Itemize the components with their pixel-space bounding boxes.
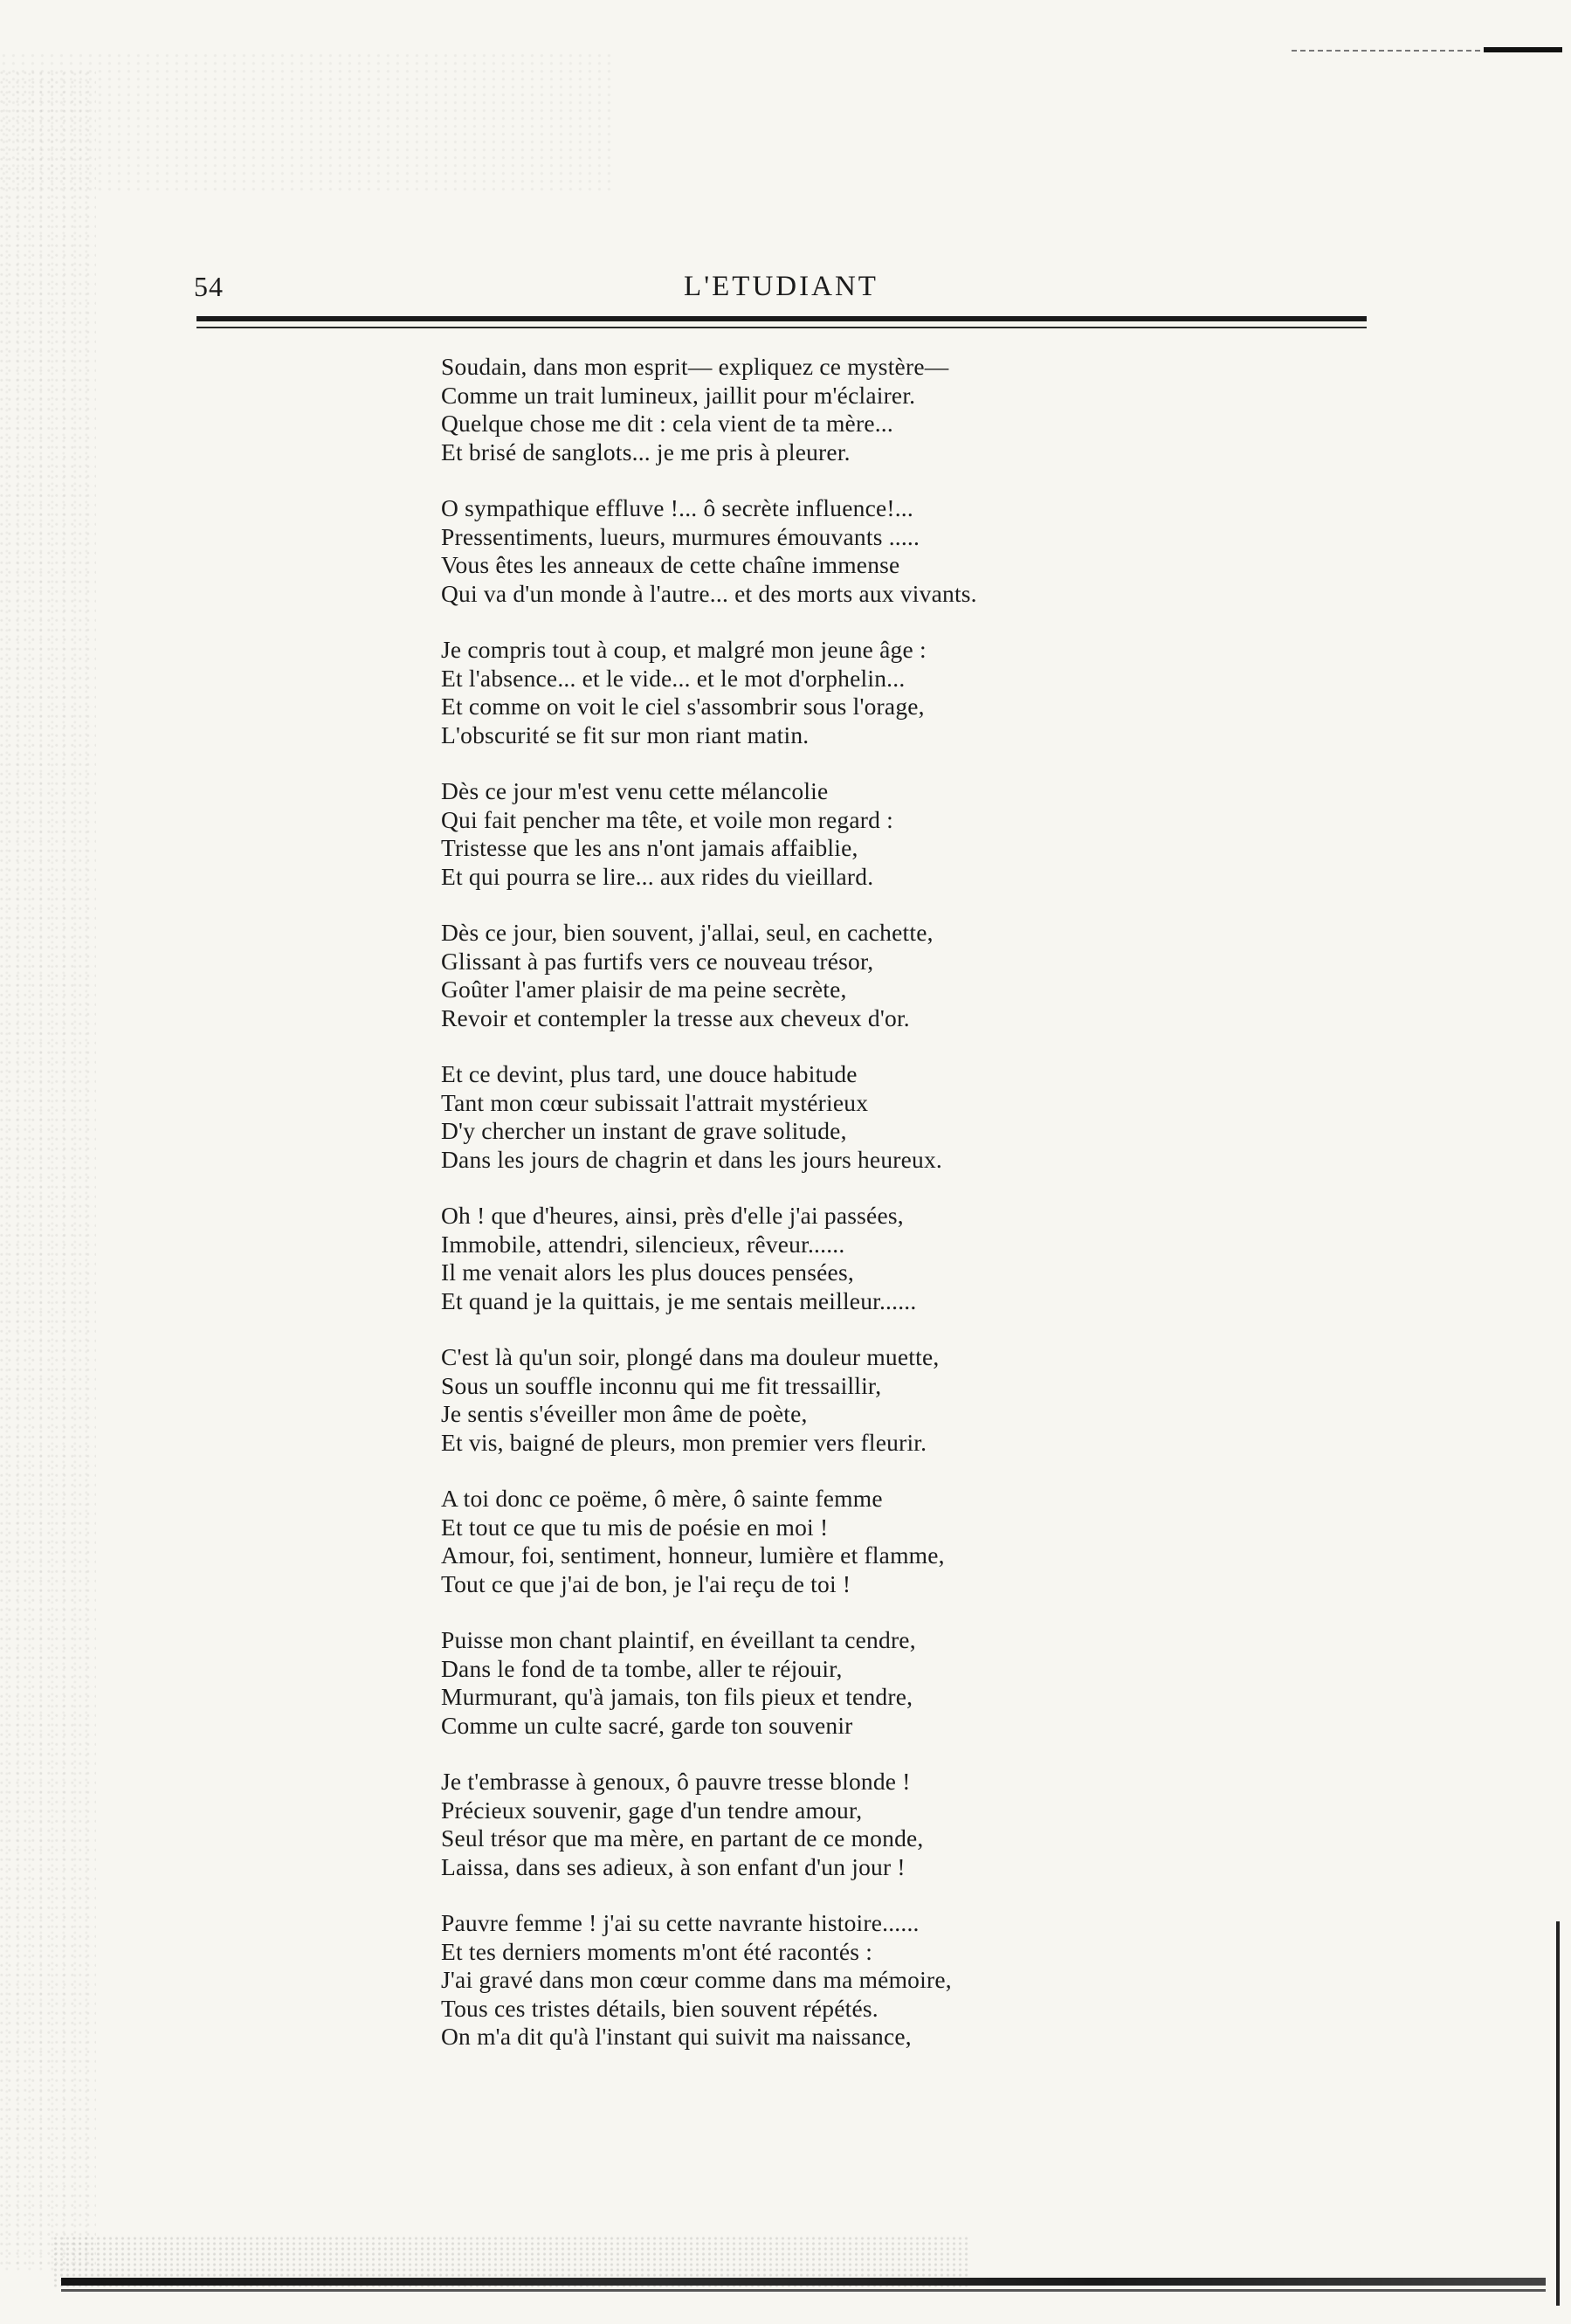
verse-line: Dans le fond de ta tombe, aller te réjouir, [441,1654,843,1682]
page-header [194,271,1368,314]
verse-line: Et tes derniers moments m'ont été racontés : [441,1937,873,1965]
verse-line: Comme un culte sacré, garde ton souvenir [441,1711,853,1739]
verse-line: Et tout ce que tu mis de poésie en moi ! [441,1513,829,1541]
running-title: L'ETUDIANT [684,271,879,302]
scan-speckle-left [0,70,96,2271]
verse-line: Je t'embrasse à genoux, ô pauvre tresse blonde ! [441,1768,911,1795]
verse-line: Tout ce que j'ai de bon, je l'ai reçu de toi ! [441,1569,851,1597]
stanza [441,1343,1227,1457]
verse-line: Dès ce jour m'est venu cette mélancolie [441,777,829,804]
verse-line: Oh ! que d'heures, ainsi, près d'elle j'ai passées, [441,1202,904,1229]
verse-line: L'obscurité se fit sur mon riant matin. [441,721,810,748]
verse-line: Pressentiments, lueurs, murmures émouvants ..... [441,522,920,550]
verse-line: Tristesse que les ans n'ont jamais affaiblie, [441,834,858,861]
header-rule-thin [196,327,1367,328]
poem-body [441,353,1227,2079]
verse-line: Et comme on voit le ciel s'assombrir sous l'orage, [441,693,925,720]
scan-mark-dashes [1292,50,1484,52]
verse-line: O sympathique effluve !... ô secrète influence!... [441,494,913,521]
verse-line: On m'a dit qu'à l'instant qui suivit ma naissance, [441,2023,912,2050]
stanza [441,1202,1227,1315]
verse-line: Et brisé de sanglots... je me pris à pleurer. [441,438,851,465]
verse-line: Seul trésor que ma mère, en partant de ce monde, [441,1824,924,1852]
verse-line: Qui va d'un monde à l'autre... et des morts aux vivants. [441,579,977,607]
header-rule-thick [196,316,1367,321]
verse-line: Goûter l'amer plaisir de ma peine secrète, [441,976,847,1003]
verse-line: A toi donc ce poëme, ô mère, ô sainte femme [441,1485,883,1512]
verse-line: Dans les jours de chagrin et dans les jours heureux. [441,1145,943,1173]
verse-line: Vous êtes les anneaux de cette chaîne immense [441,551,900,578]
verse-line: Et vis, baigné de pleurs, mon premier vers fleurir. [441,1428,927,1456]
verse-line: C'est là qu'un soir, plongé dans ma douleur muette, [441,1343,940,1370]
verse-line: Soudain, dans mon esprit— expliquez ce mystère— [441,353,949,380]
verse-line: Sous un souffle inconnu qui me fit tressaillir, [441,1371,882,1399]
bottom-rule-thin [61,2289,1546,2292]
stanza [441,1626,1227,1740]
verse-line: Comme un trait lumineux, jaillit pour m'éclairer. [441,381,916,409]
verse-line: Pauvre femme ! j'ai su cette navrante histoire...... [441,1909,920,1936]
verse-line: Et qui pourra se lire... aux rides du vieillard. [441,862,874,890]
verse-line: Dès ce jour, bien souvent, j'allai, seul, en cachette, [441,919,934,946]
verse-line: Qui fait pencher ma tête, et voile mon regard : [441,805,893,833]
verse-line: Amour, foi, sentiment, honneur, lumière et flamme, [441,1541,945,1569]
verse-line: Précieux souvenir, gage d'un tendre amour, [441,1796,863,1824]
stanza [441,1060,1227,1174]
bottom-rule [61,2278,1546,2286]
verse-line: Laissa, dans ses adieux, à son enfant d'un jour ! [441,1852,906,1880]
verse-line: Murmurant, qu'à jamais, ton fils pieux et tendre, [441,1683,913,1710]
verse-line: Et l'absence... et le vide... et le mot d'orphelin... [441,664,906,692]
stanza [441,353,1227,466]
stanza [441,636,1227,749]
verse-line: Immobile, attendri, silencieux, rêveur...... [441,1230,845,1258]
verse-line: Et ce devint, plus tard, une douce habitude [441,1060,858,1087]
scan-edge-right [1556,1921,1560,2306]
stanza [441,1909,1227,2052]
verse-line: Revoir et contempler la tresse aux cheveux d'or. [441,1003,910,1031]
verse-line: Et quand je la quittais, je me sentais meilleur...... [441,1286,917,1314]
stanza [441,1768,1227,1881]
verse-line: D'y chercher un instant de grave solitude, [441,1117,847,1144]
scan-mark-top-right [1484,47,1562,52]
verse-line: Glissant à pas furtifs vers ce nouveau trésor, [441,947,874,975]
verse-line: Je sentis s'éveiller mon âme de poète, [441,1400,808,1427]
verse-line: Tous ces tristes détails, bien souvent répétés. [441,1994,879,2022]
verse-line: Tant mon cœur subissait l'attrait mystérieux [441,1088,869,1116]
stanza [441,494,1227,608]
verse-line: Puisse mon chant plaintif, en éveillant ta cendre, [441,1626,916,1653]
verse-line: Il me venait alors les plus douces pensées, [441,1259,854,1286]
verse-line: Je compris tout à coup, et malgré mon jeune âge : [441,636,927,663]
stanza [441,777,1227,891]
stanza [441,919,1227,1032]
verse-line: Quelque chose me dit : cela vient de ta mère... [441,410,893,437]
scan-speckle-top [0,52,611,192]
stanza [441,1485,1227,1598]
page-number: 54 [194,271,224,302]
verse-line: J'ai gravé dans mon cœur comme dans ma mémoire, [441,1966,952,1993]
